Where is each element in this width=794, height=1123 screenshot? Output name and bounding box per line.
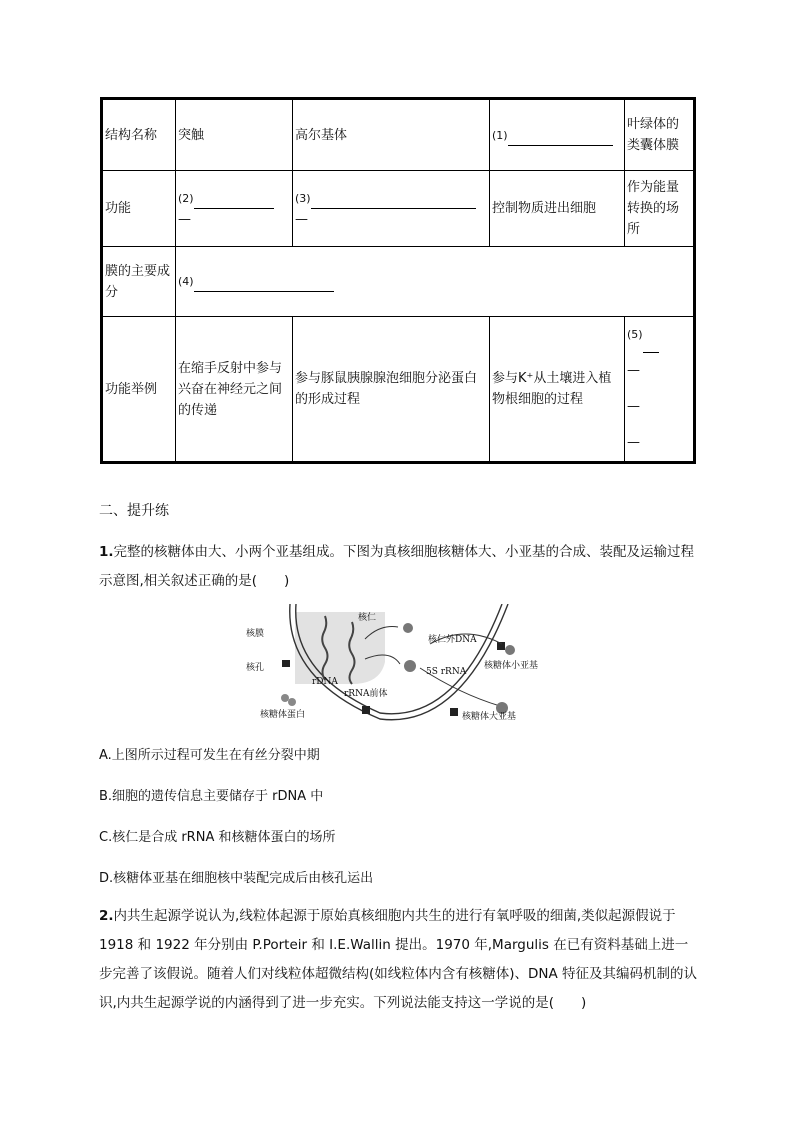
label-nuclear-membrane: 核膜 (246, 629, 265, 639)
label-extra-dna: 核仁外DNA (428, 635, 477, 645)
protein-blob-1 (281, 694, 289, 702)
nuclear-pore-bottom-right (450, 708, 458, 716)
structure-table (100, 97, 696, 464)
cell-example-membrane: 参与K⁺从土壤进入植物根细胞的过程 (490, 317, 625, 463)
subunit-small-2 (505, 645, 515, 655)
cell-function-energy: 作为能量转换的场所 (625, 171, 695, 247)
label-small-subunit: 核糖体小亚基 (484, 661, 539, 671)
question-text: 完整的核糖体由大、小两个亚基组成。下图为真核细胞核糖体大、小亚基的合成、装配及运输过程示意图,相关叙述正确的是( ) (99, 544, 695, 589)
label-rrna-precursor: rRNA前体 (344, 689, 388, 699)
cell-name-golgi: 高尔基体 (293, 99, 490, 171)
question-text: 内共生起源学说认为,线粒体起源于原始真核细胞内共生的进行有氧呼吸的细菌,类似起源假说于 1918 和 1922 年分别由 P.Porteir 和 I.E.Wallin 提出。1970 年,Margulis 在已有资料基础上进一步完善了该假说。随着人们对线粒体超微结构(如线粒体内含有核糖体)、DNA 特征及其编码机制的认识,内共生起源学说的内涵得到了进一步充实。下列说法能支持这一学说的是( ) (99, 908, 698, 1011)
protein-blob-2 (288, 698, 296, 706)
question-number: 1. (99, 544, 114, 560)
cell-function-membrane: 控制物质进出细胞 (490, 171, 625, 247)
q1-option-b: B.细胞的遗传信息主要储存于 rDNA 中 (99, 789, 324, 804)
label-rdna: rDNA (312, 677, 338, 687)
cell-name-thylakoid: 叶绿体的类囊体膜 (625, 99, 695, 171)
label-nucleolus: 核仁 (358, 613, 377, 623)
cell-example-blank-5: (5) — — — (625, 317, 695, 463)
nuclear-pore-bottom (362, 706, 370, 714)
q1-option-c: C.核仁是合成 rRNA 和核糖体蛋白的场所 (99, 830, 336, 845)
row-label-composition: 膜的主要成分 (102, 247, 176, 317)
question-2 (99, 902, 699, 1018)
question-1 (99, 538, 699, 596)
ribosome-diagram (240, 604, 560, 726)
question-number: 2. (99, 908, 114, 924)
row-label-example: 功能举例 (102, 317, 176, 463)
label-ribosome-protein: 核糖体蛋白 (260, 710, 306, 720)
cell-name-synapse: 突触 (176, 99, 293, 171)
row-label-function: 功能 (102, 171, 176, 247)
q1-option-a: A.上图所示过程可发生在有丝分裂中期 (99, 748, 320, 763)
cell-function-blank-3: (3) — (293, 171, 490, 247)
cell-name-blank-1: (1) (490, 99, 625, 171)
nuclear-pore-left (282, 660, 290, 667)
cell-function-blank-2: (2) — (176, 171, 293, 247)
q1-option-d: D.核糖体亚基在细胞核中装配完成后由核孔运出 (99, 871, 374, 886)
label-large-subunit: 核糖体大亚基 (462, 712, 517, 722)
subunit-small-1 (403, 623, 413, 633)
cell-example-synapse: 在缩手反射中参与兴奋在神经元之间的传递 (176, 317, 293, 463)
cell-composition-blank-4: (4) (176, 247, 695, 317)
label-nuclear-pore: 核孔 (246, 663, 265, 673)
label-5s-rrna: 5S rRNA (426, 667, 467, 677)
cell-example-golgi: 参与豚鼠胰腺腺泡细胞分泌蛋白的形成过程 (293, 317, 490, 463)
section-title: 二、提升练 (99, 503, 169, 519)
row-label-structure-name: 结构名称 (102, 99, 176, 171)
subunit-large-1 (404, 660, 416, 672)
